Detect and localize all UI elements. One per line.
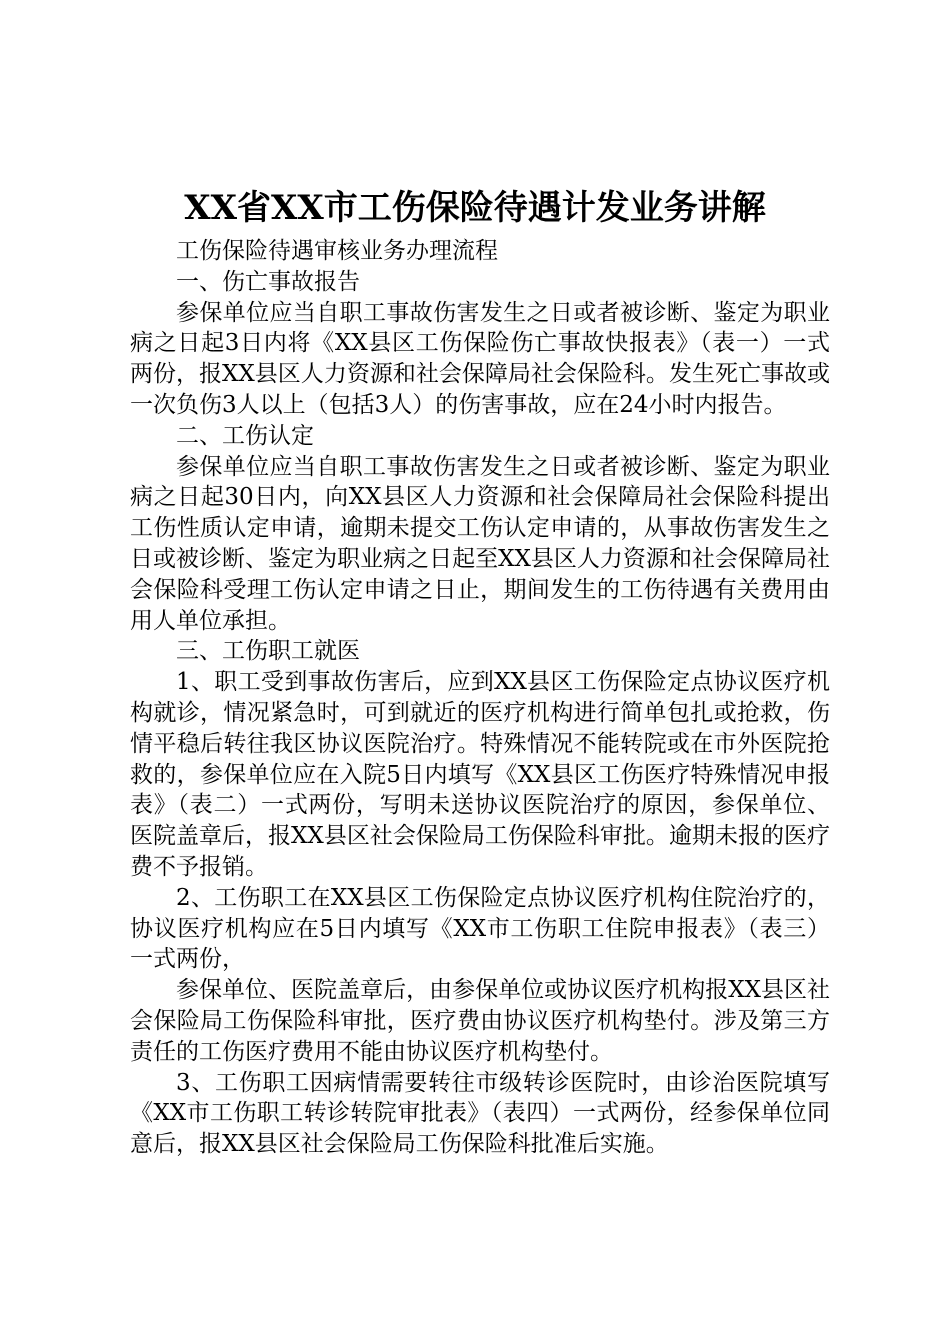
section-heading-3: 三、工伤职工就医: [176, 638, 360, 665]
section-heading-2: 二、工伤认定: [176, 422, 314, 449]
paragraph-medical-1: 1、职工受到事故伤害后，应到XX县区工伤保险定点协议医疗机构就诊，情况紧急时，可到就近的医疗机构进行简单包扎或抢救，伤情平稳后转往我区协议医院治疗。特殊情况不能转院或在市外医院抢救的，参保单位应在入院5日内填写《XX县区工伤医疗特殊情况申报表》（表二）一式两份，写明未送协议医院治疗的原因，参保单位、医院盖章后，报XX县区社会保险局工伤保险科审批。逾期未报的医疗费不予报销。: [130, 669, 830, 880]
document-title: XX省XX市工伤保险待遇计发业务讲解: [184, 188, 766, 228]
paragraph-accident-report: 参保单位应当自职工事故伤害发生之日或者被诊断、鉴定为职业病之日起3日内将《XX县区工伤保险伤亡事故快报表》（表一）一式两份，报XX县区人力资源和社会保障局社会保险科。发生死亡事故或一次负伤3人以上（包括3人）的伤害事故，应在24小时内报告。: [130, 299, 830, 418]
paragraph-medical-2: 2、工伤职工在XX县区工伤保险定点协议医疗机构住院治疗的，协议医疗机构应在5日内填写《XX市工伤职工住院申报表》（表三）一式两份，: [130, 884, 830, 973]
paragraph-medical-2-continued: 参保单位、医院盖章后，由参保单位或协议医疗机构报XX县区社会保险局工伤保险科审批，医疗费由协议医疗机构垫付。涉及第三方责任的工伤医疗费用不能由协议医疗机构垫付。: [130, 977, 830, 1065]
section-heading-1: 一、伤亡事故报告: [176, 268, 360, 295]
paragraph-injury-determination: 参保单位应当自职工事故伤害发生之日或者被诊断、鉴定为职业病之日起30日内，向XX县区人力资源和社会保障局社会保险科提出工伤性质认定申请，逾期未提交工伤认定申请的，从事故伤害发生之日或被诊断、鉴定为职业病之日起至XX县区人力资源和社会保障局社会保险科受理工伤认定申请之日止，期间发生的工伤待遇有关费用由用人单位承担。: [130, 453, 830, 634]
document-body: [130, 236, 830, 1160]
paragraph-medical-3: 3、工伤职工因病情需要转往市级转诊医院时，由诊治医院填写《XX市工伤职工转诊转院审批表》（表四）一式两份，经参保单位同意后，报XX县区社会保险局工伤保险科批准后实施。: [130, 1069, 830, 1158]
section-subtitle: 工伤保险待遇审核业务办理流程: [176, 238, 498, 264]
